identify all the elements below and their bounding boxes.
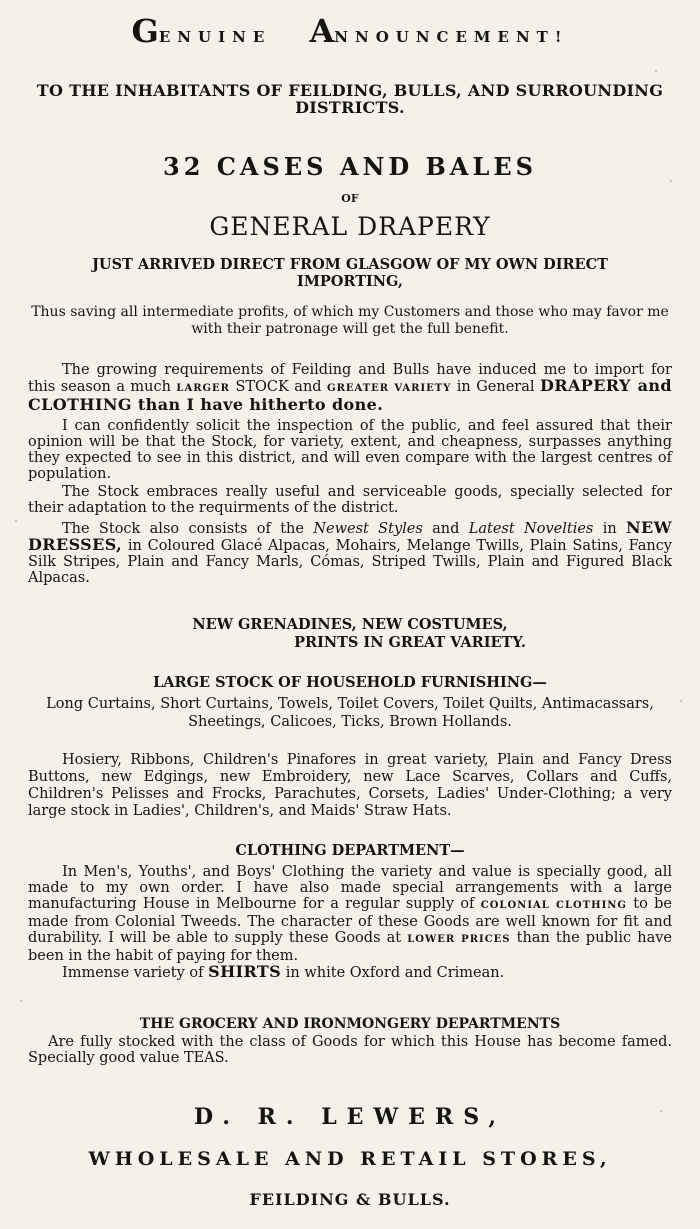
hosiery-paragraph: Hosiery, Ribbons, Children's Pinafores in great variety, Plain and Fancy Dress Buttons, new Edgings, new Embroidery, new Lace Scarves, Collars and Cuffs, Children's Pelisses and Frocks, Parachutes, Corsets, Ladies' Under-Clothing; a very large stock in Ladies', Children's, and Maids' Straw Hats. [28, 752, 672, 819]
print-speck [660, 1110, 662, 1112]
p1-text-b: STOCK and [235, 379, 322, 395]
headline-g-rest: ENUINE [158, 28, 272, 46]
paragraph-stock-consists [28, 520, 672, 586]
p5-shirts: SHIRTS [208, 962, 282, 981]
print-speck [15, 520, 17, 522]
of-word: OF [341, 192, 359, 205]
inhabitants-line: TO THE INHABITANTS OF FEILDING, BULLS, AND SURROUNDING DISTRICTS. [36, 81, 664, 117]
paragraph-stock-embraces: The Stock embraces really useful and serviceable goods, specially selected for their adaptation to the requirments of the district. [28, 484, 672, 516]
clothing-heading: CLOTHING DEPARTMENT— [235, 842, 465, 859]
grocery-heading: THE GROCERY AND IRONMONGERY DEPARTMENTS [139, 1016, 561, 1032]
p1-greater-variety: GREATER VARIETY [327, 383, 452, 394]
cases-and-bales: 32 CASES AND BALES [163, 152, 537, 181]
p5-text-e: in white Oxford and Crimean. [285, 965, 505, 981]
print-speck [655, 70, 657, 72]
paragraph-requirements [28, 362, 672, 414]
merchant-name: D. R. LEWERS, [194, 1104, 506, 1130]
p5-lower-prices: LOWER PRICES [407, 934, 511, 945]
p4-in: in [602, 521, 617, 537]
just-arrived-line: JUST ARRIVED DIRECT FROM GLASGOW OF MY OWN DIRECT IMPORTING, [92, 256, 608, 290]
p5-text-b: to be made from Colonial Tweeds. The character of these Goods are well known for fit and durability. I will be able to supply these Goods at [28, 896, 673, 946]
stores-line: WHOLESALE AND RETAIL STORES, [88, 1148, 612, 1170]
grocery-paragraph: Are fully stocked with the class of Goods for which this House has become famed. Specially good value TEAS. [28, 1034, 672, 1066]
p4-new-dresses: NEW DRESSES, [28, 518, 673, 554]
p5-text-d: Immense variety of [62, 965, 204, 981]
household-items: Long Curtains, Short Curtains, Towels, Toilet Covers, Toilet Quilts, Antimacassars, Sheetings, Calicoes, Ticks, Brown Hollands. [46, 696, 654, 730]
p1-text-c: in General [456, 379, 535, 395]
p5-colonial-clothing: COLONIAL CLOTHING [480, 900, 627, 911]
print-speck [670, 180, 672, 182]
grenadines-block [60, 616, 640, 652]
p4-text-a: The Stock also consists of the [62, 521, 304, 537]
saving-line: Thus saving all intermediate profits, of which my Customers and those who may favor me with their patronage will get the full benefit. [31, 304, 669, 337]
grenadines-line-2: PRINTS IN GREAT VARIETY. [294, 634, 526, 651]
p1-larger: LARGER [176, 383, 230, 394]
p4-latest-novelties: Latest Novelties [468, 521, 594, 537]
grenadines-line-1: NEW GRENADINES, NEW COSTUMES, [192, 616, 508, 633]
headline-a-rest: NNOUNCEMENT! [334, 28, 569, 46]
clothing-paragraph [28, 864, 672, 981]
print-speck [680, 700, 682, 702]
p4-and: and [432, 521, 460, 537]
p4-text-b: in Coloured Glacé Alpacas, Mohairs, Melange Twills, Plain Satins, Fancy Silk Stripes, Plain and Fancy Marls, Cómas, Striped Twills, Plain and Figured Black Alpacas. [28, 538, 673, 586]
p1-text-a: The growing requirements of Feilding and Bulls have induced me to import for this season a much [28, 362, 672, 395]
p1-text-d: DRAPERY and CLOTHING than I have hitherto done. [28, 376, 673, 414]
headline [60, 12, 640, 50]
headline-a-cap: A [309, 12, 335, 50]
general-drapery: GENERAL DRAPERY [209, 212, 491, 241]
paragraph-inspection: I can confidently solicit the inspection of the public, and feel assured that their opinion will be that the Stock, for variety, extent, and cheapness, surpasses anything they expected to see in this district, and will even compare with the largest centres of population. [28, 418, 672, 482]
print-speck [20, 1000, 22, 1002]
location-line: FEILDING & BULLS. [249, 1190, 451, 1209]
p5-text-a: In Men's, Youths', and Boys' Clothing the variety and value is specially good, all made to my own order. I have also made special arrangements with a large manufacturing House in Melbourne for a regular supply of [28, 864, 672, 912]
headline-g-cap: G [131, 12, 159, 50]
p4-newest-styles: Newest Styles [313, 521, 423, 537]
p5-text-c: than the public have been in the habit of paying for them. [28, 930, 673, 964]
household-heading: LARGE STOCK OF HOUSEHOLD FURNISHING— [153, 674, 547, 691]
